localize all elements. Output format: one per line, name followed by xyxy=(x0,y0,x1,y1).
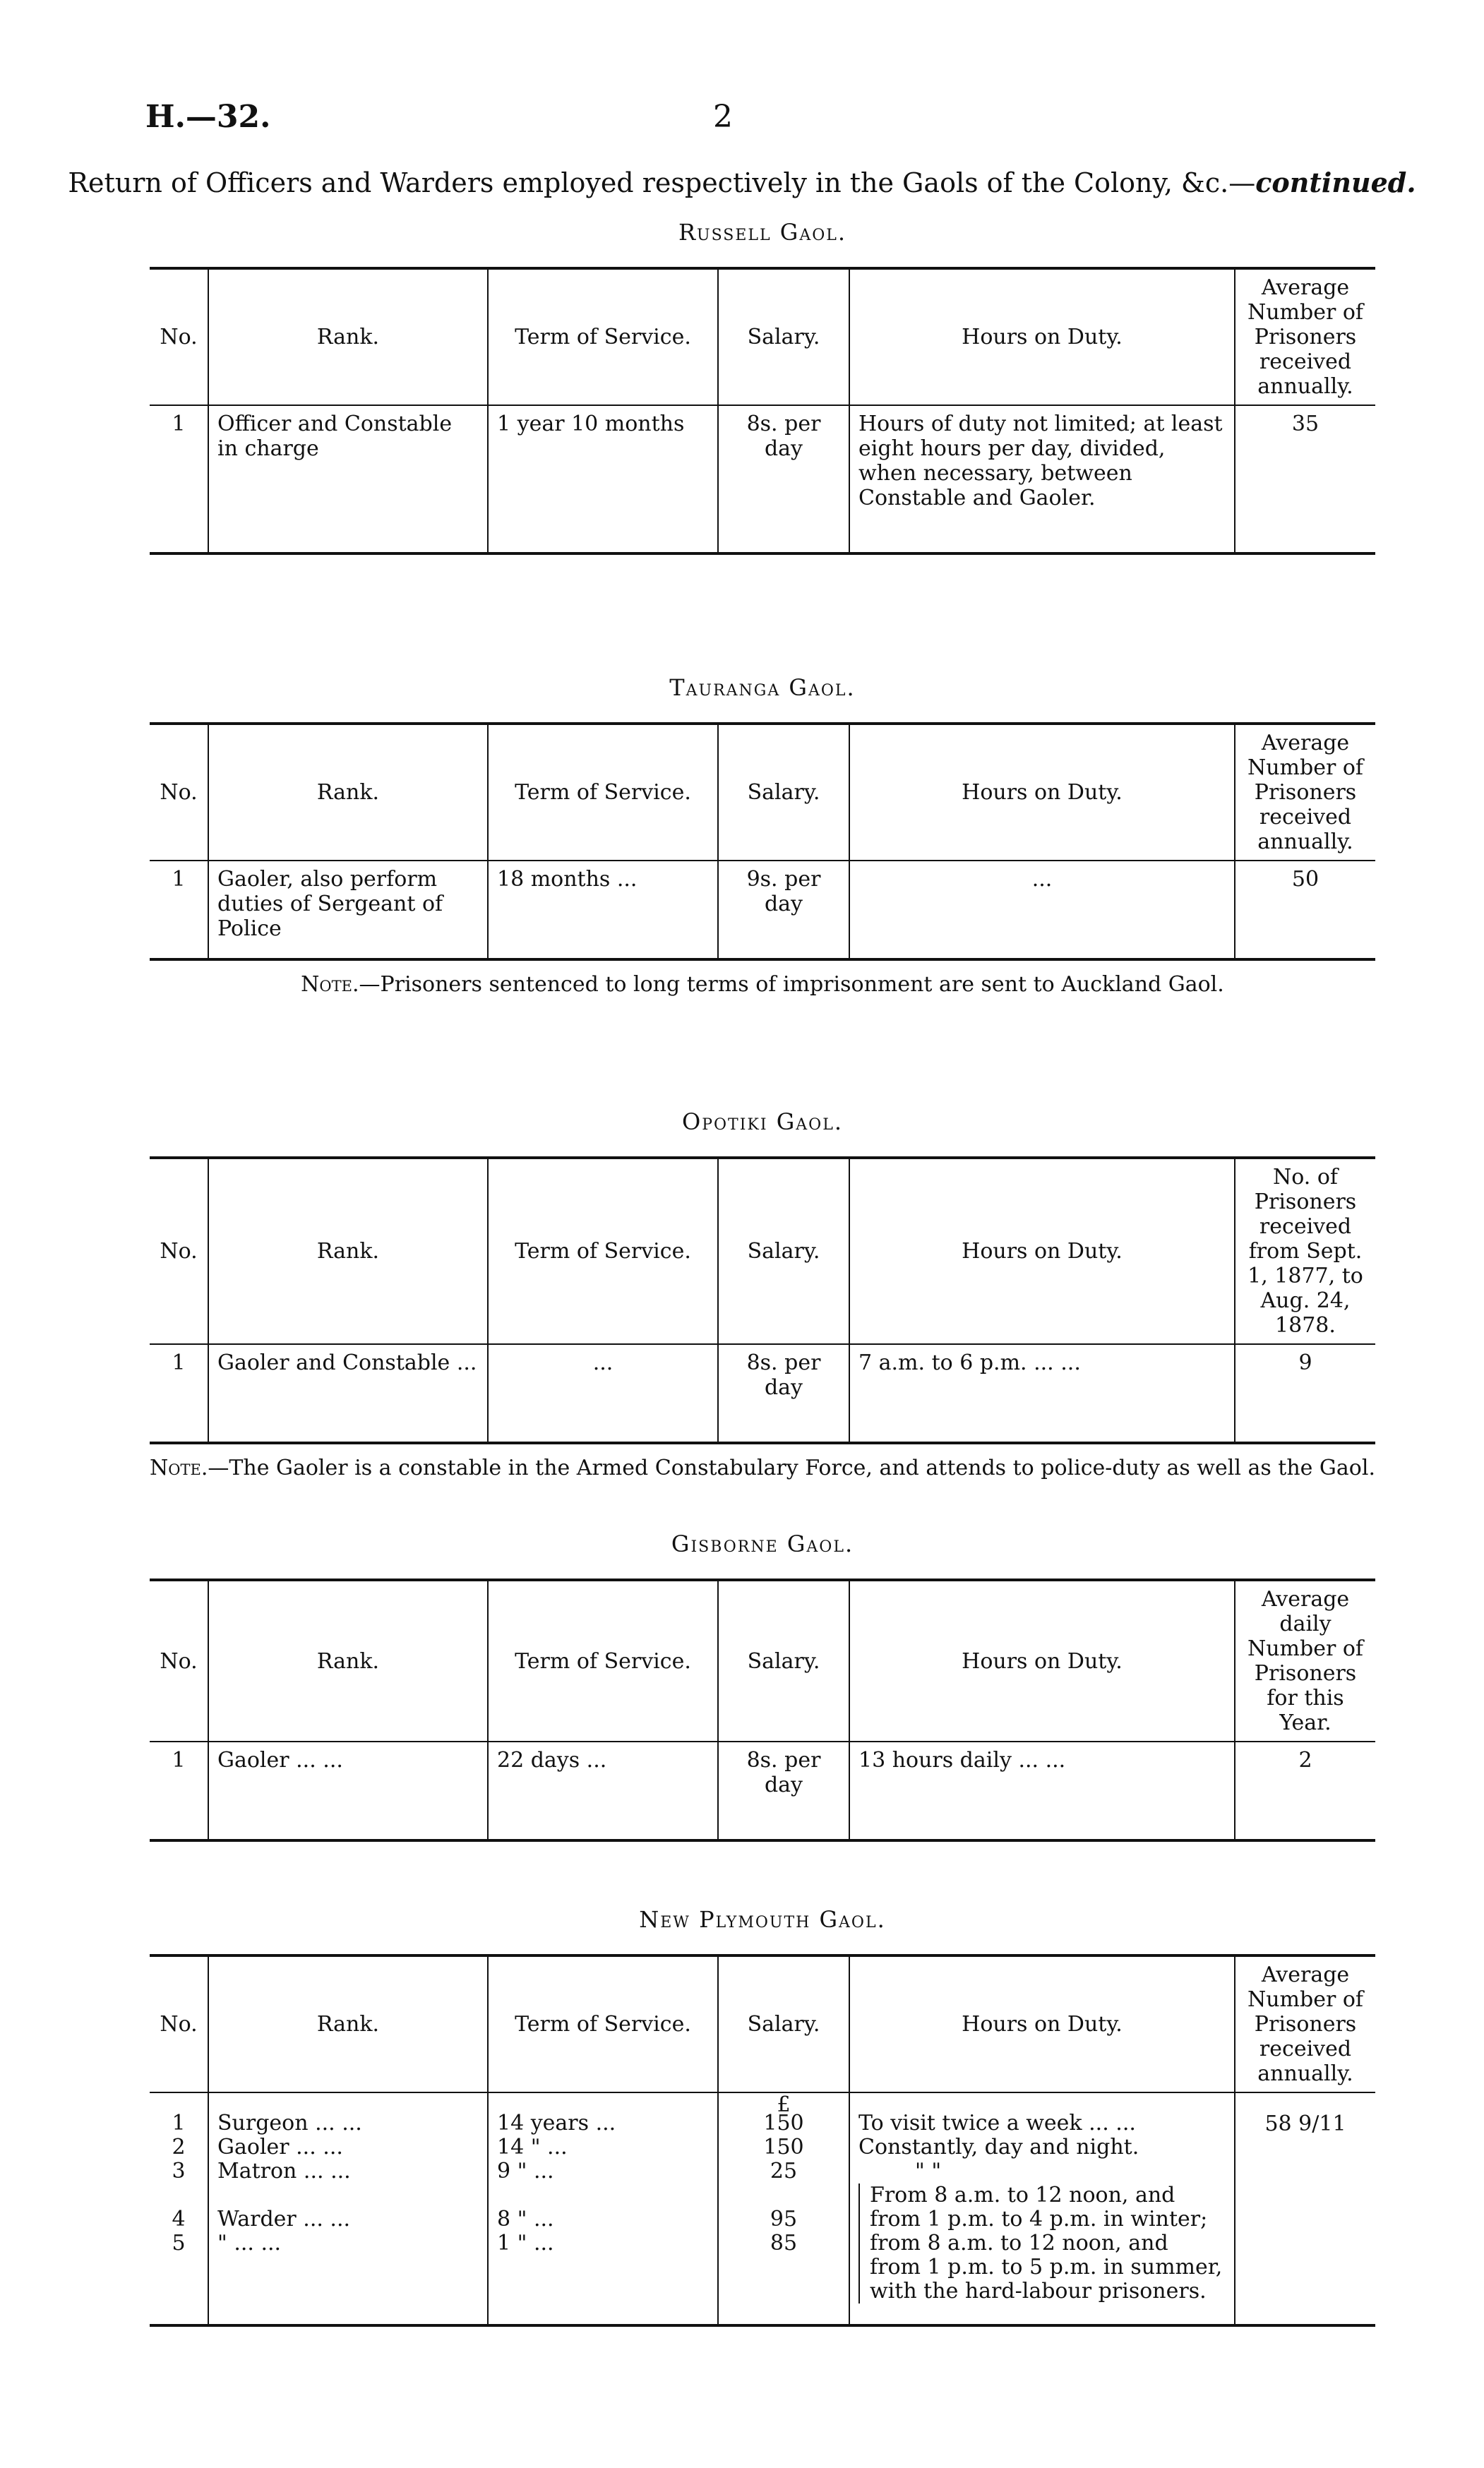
col-header-no: No. xyxy=(150,1580,208,1742)
row-term: 9 " ... xyxy=(497,2159,554,2184)
section-new-plymouth-gaol xyxy=(150,1906,1375,2327)
table-note xyxy=(150,972,1375,997)
section-tauranga-gaol xyxy=(150,674,1375,997)
section-russell-gaol xyxy=(150,219,1375,555)
note-label: Note. xyxy=(150,1456,208,1480)
table-row xyxy=(150,405,1375,553)
row-rank: Matron ... ... xyxy=(217,2159,351,2184)
gaol-table xyxy=(150,1954,1375,2327)
gaol-table xyxy=(150,267,1375,555)
col-header-hours: Hours on Duty. xyxy=(849,1580,1235,1742)
cell-avg: 35 xyxy=(1235,405,1375,553)
col-header-term: Term of Service. xyxy=(488,268,718,405)
row-no: 5 xyxy=(172,2231,186,2256)
document-title-suffix: continued. xyxy=(1255,167,1416,198)
cell-rank: Gaoler, also perform duties of Sergeant of Police xyxy=(208,861,488,959)
col-header-salary: Salary. xyxy=(718,1158,849,1344)
page-code: H.—32. xyxy=(145,99,271,135)
cell-term: 1 year 10 months xyxy=(488,405,718,553)
gaol-table xyxy=(150,1156,1375,1444)
cell-avg: 50 xyxy=(1235,861,1375,959)
section-opotiki-gaol xyxy=(150,1108,1375,1480)
gaol-table xyxy=(150,1579,1375,1842)
cell-hours: ... xyxy=(849,861,1235,959)
cell-salary-list xyxy=(718,2092,849,2325)
table-row xyxy=(150,1742,1375,1840)
row-salary: 25 xyxy=(770,2159,798,2184)
col-header-salary: Salary. xyxy=(718,724,849,861)
col-header-hours: Hours on Duty. xyxy=(849,1158,1235,1344)
row-term: 1 " ... xyxy=(497,2231,554,2256)
section-title: Tauranga Gaol. xyxy=(669,674,856,701)
col-header-avg: Average daily Number of Prisoners for this Year. xyxy=(1235,1580,1375,1742)
row-term: 14 years ... xyxy=(497,2111,616,2135)
cell-no: 1 xyxy=(150,1742,208,1840)
row-hours: Constantly, day and night. xyxy=(858,2135,1139,2160)
cell-avg: 58 9/11 xyxy=(1235,2092,1375,2325)
document-title-prefix: Return of Officers and Warders employed respectively in the Gaols of the Colony, &c.— xyxy=(68,167,1256,198)
row-hours: From 8 a.m. to 12 noon, and from 1 p.m. to 4 p.m. in winter; from 8 a.m. to 12 noon, and from 1 p.m. to 5 p.m. in summer, with the hard-labour prisoners. xyxy=(858,2184,1226,2304)
cell-avg: 9 xyxy=(1235,1344,1375,1443)
col-header-avg: No. of Prisoners received from Sept. 1, 1877, to Aug. 24, 1878. xyxy=(1235,1158,1375,1344)
cell-hours: 13 hours daily ... ... xyxy=(849,1742,1235,1840)
row-rank: " ... ... xyxy=(217,2231,282,2256)
row-term: 8 " ... xyxy=(497,2207,554,2232)
col-header-avg: Average Number of Prisoners received annually. xyxy=(1235,1955,1375,2092)
table-row xyxy=(150,861,1375,959)
row-no: 1 xyxy=(172,2111,186,2135)
col-header-term: Term of Service. xyxy=(488,724,718,861)
table-note xyxy=(150,1456,1375,1480)
section-gisborne-gaol xyxy=(150,1530,1375,1842)
col-header-hours: Hours on Duty. xyxy=(849,724,1235,861)
gaol-table xyxy=(150,722,1375,961)
col-header-term: Term of Service. xyxy=(488,1580,718,1742)
col-header-rank: Rank. xyxy=(208,1955,488,2092)
row-term: 14 " ... xyxy=(497,2135,568,2160)
cell-term: ... xyxy=(488,1344,718,1443)
col-header-hours: Hours on Duty. xyxy=(849,268,1235,405)
col-header-avg: Average Number of Prisoners received annually. xyxy=(1235,724,1375,861)
cell-term-list xyxy=(488,2092,718,2325)
col-header-rank: Rank. xyxy=(208,268,488,405)
col-header-salary: Salary. xyxy=(718,268,849,405)
col-header-no: No. xyxy=(150,724,208,861)
col-header-term: Term of Service. xyxy=(488,1955,718,2092)
cell-rank: Gaoler and Constable ... xyxy=(208,1344,488,1443)
cell-salary: 8s. per day xyxy=(718,405,849,553)
table-row xyxy=(150,1344,1375,1443)
col-header-no: No. xyxy=(150,268,208,405)
cell-no: 1 xyxy=(150,405,208,553)
col-header-no: No. xyxy=(150,1955,208,2092)
row-no: 4 xyxy=(172,2207,186,2232)
cell-term: 18 months ... xyxy=(488,861,718,959)
cell-salary: 8s. per day xyxy=(718,1742,849,1840)
col-header-avg: Average Number of Prisoners received annually. xyxy=(1235,268,1375,405)
table-row xyxy=(150,2092,1375,2325)
row-salary: 150 xyxy=(763,2111,804,2135)
page-number: 2 xyxy=(713,99,733,135)
cell-hours: Hours of duty not limited; at least eight hours per day, divided, when necessary, between Constable and Gaoler. xyxy=(849,405,1235,553)
col-header-salary: Salary. xyxy=(718,1580,849,1742)
row-salary: 95 xyxy=(770,2207,798,2232)
section-title: New Plymouth Gaol. xyxy=(639,1906,886,1933)
col-header-no: No. xyxy=(150,1158,208,1344)
section-title: Gisborne Gaol. xyxy=(671,1530,854,1557)
row-hours: To visit twice a week ... ... xyxy=(858,2111,1136,2135)
cell-avg: 2 xyxy=(1235,1742,1375,1840)
cell-no-list xyxy=(150,2092,208,2325)
note-label: Note. xyxy=(301,972,359,997)
row-salary: 85 xyxy=(770,2231,798,2256)
cell-no: 1 xyxy=(150,1344,208,1443)
cell-no: 1 xyxy=(150,861,208,959)
cell-rank: Officer and Constable in charge xyxy=(208,405,488,553)
cell-hours: 7 a.m. to 6 p.m. ... ... xyxy=(849,1344,1235,1443)
row-rank: Surgeon ... ... xyxy=(217,2111,362,2135)
col-header-rank: Rank. xyxy=(208,1580,488,1742)
col-header-salary: Salary. xyxy=(718,1955,849,2092)
row-no: 3 xyxy=(172,2159,186,2184)
cell-salary: 8s. per day xyxy=(718,1344,849,1443)
cell-rank-list xyxy=(208,2092,488,2325)
row-hours: " " xyxy=(915,2159,942,2184)
section-title: Opotiki Gaol. xyxy=(681,1108,843,1135)
cell-rank: Gaoler ... ... xyxy=(208,1742,488,1840)
col-header-term: Term of Service. xyxy=(488,1158,718,1344)
row-salary: 150 xyxy=(763,2135,804,2160)
section-title: Russell Gaol. xyxy=(678,219,847,246)
cell-term: 22 days ... xyxy=(488,1742,718,1840)
row-rank: Gaoler ... ... xyxy=(217,2135,343,2160)
col-header-hours: Hours on Duty. xyxy=(849,1955,1235,2092)
document-title xyxy=(0,167,1484,198)
currency-symbol: £ xyxy=(777,2092,791,2117)
col-header-rank: Rank. xyxy=(208,1158,488,1344)
row-no: 2 xyxy=(172,2135,186,2160)
note-text: —The Gaoler is a constable in the Armed Constabulary Force, and attends to police-duty as well as the Gaol. xyxy=(208,1456,1375,1480)
cell-hours-list xyxy=(849,2092,1235,2325)
col-header-rank: Rank. xyxy=(208,724,488,861)
cell-salary: 9s. per day xyxy=(718,861,849,959)
note-text: —Prisoners sentenced to long terms of imprisonment are sent to Auckland Gaol. xyxy=(359,972,1224,997)
row-rank: Warder ... ... xyxy=(217,2207,351,2232)
